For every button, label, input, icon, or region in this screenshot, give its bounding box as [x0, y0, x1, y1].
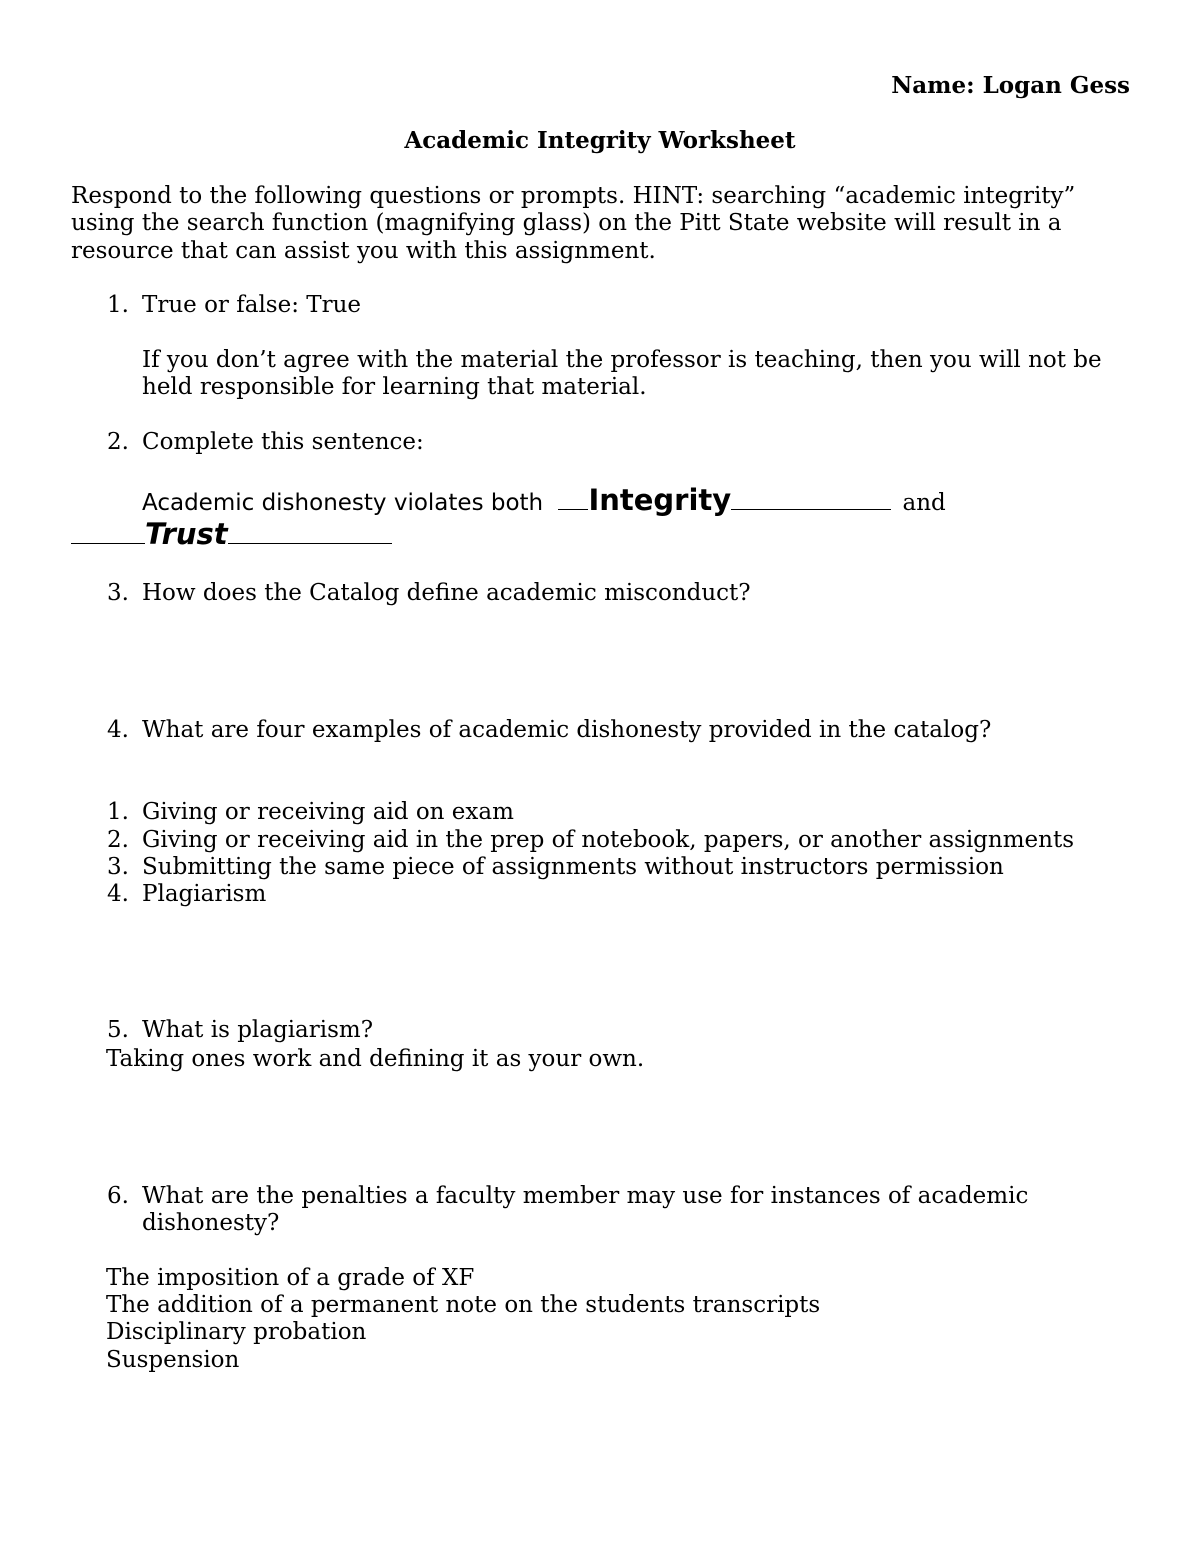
question-statement: held responsible for learning that material. [142, 374, 647, 400]
list-item-number: 4. [107, 881, 129, 907]
question-prompt: dishonesty? [142, 1210, 280, 1236]
question-number: 4. [107, 717, 129, 743]
question-prompt: What is plagiarism? [142, 1017, 374, 1043]
blank-underline [71, 519, 145, 544]
question-statement: If you don’t agree with the material the professor is teaching, then you will not be [142, 347, 1102, 373]
intro-line: using the search function (magnifying glass) on the Pitt State website will result in a [71, 210, 1062, 236]
list-item-number: 3. [107, 854, 129, 880]
fill-in-second-line [71, 516, 392, 555]
list-item: The addition of a permanent note on the students transcripts [106, 1292, 821, 1318]
question-prompt: Complete this sentence: [142, 429, 424, 455]
list-item: Suspension [106, 1347, 240, 1373]
blank-underline [731, 485, 891, 510]
list-item: Giving or receiving aid on exam [142, 799, 514, 825]
list-item: Submitting the same piece of assignments without instructors permission [142, 854, 1004, 880]
list-item: The imposition of a grade of XF [106, 1265, 475, 1291]
answer-text: Taking ones work and defining it as your own. [106, 1046, 645, 1072]
question-number: 6. [107, 1183, 129, 1209]
blank-underline [228, 519, 392, 544]
blank-underline [558, 485, 588, 510]
list-item: Disciplinary probation [106, 1319, 367, 1345]
sentence-start: Academic dishonesty violates both [142, 490, 544, 516]
question-prompt: How does the Catalog define academic misconduct? [142, 580, 751, 606]
intro-line: Respond to the following questions or prompts. HINT: searching “academic integrity” [71, 183, 1076, 209]
page-title: Academic Integrity Worksheet [404, 127, 796, 154]
question-number: 1. [107, 292, 129, 318]
question-prompt: True or false: True [142, 292, 362, 318]
question-number: 5. [107, 1017, 129, 1043]
list-item: Plagiarism [142, 881, 267, 907]
question-number: 3. [107, 580, 129, 606]
list-item-number: 1. [107, 799, 129, 825]
list-item-number: 2. [107, 827, 129, 853]
answer-trust: Trust [145, 517, 228, 551]
student-name: Name: Logan Gess [891, 72, 1130, 99]
answer-integrity: Integrity [588, 483, 732, 517]
question-prompt: What are the penalties a faculty member may use for instances of academic [142, 1183, 1029, 1209]
list-item: Giving or receiving aid in the prep of notebook, papers, or another assignments [142, 827, 1074, 853]
question-number: 2. [107, 429, 129, 455]
intro-line: resource that can assist you with this assignment. [71, 238, 656, 264]
sentence-connector: and [902, 490, 946, 516]
question-prompt: What are four examples of academic dishonesty provided in the catalog? [142, 717, 992, 743]
